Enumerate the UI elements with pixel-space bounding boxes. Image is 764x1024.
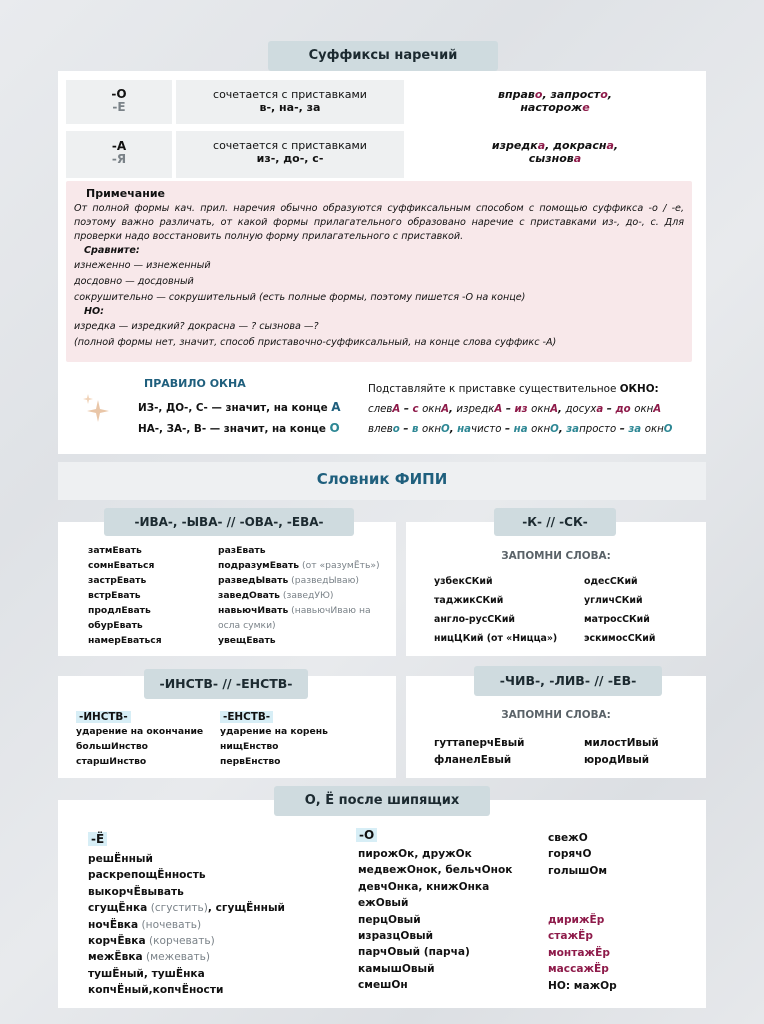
k-sk-left-list: узбекСКий таджикСКий англо-русСКий ницЦКий (от «Ницца») <box>434 576 558 644</box>
note-box <box>66 181 692 362</box>
suffix-o-cell <box>66 80 172 124</box>
note-line: (полной формы нет, значит, способ приставочно-суффиксальный, на конце слова суффикс -А) <box>74 337 557 348</box>
section-title-fipi: Словник ФИПИ <box>316 470 448 488</box>
suffix-a-rule-cell <box>176 131 404 178</box>
e-word-list: решЁнный раскрепощЁнность выкорчЁвывать сгущЁнка (сгустить), сгущЁнный ночЁвка (ночевать) корчЁвка (корчевать) межЁвка (межевать) тушЁный, тушЁнка копчЁный,копчЁности <box>88 853 285 997</box>
note-line: изредка — изредкий? докрасна — ? сызнова —? <box>74 321 319 332</box>
suffix-a: -А <box>111 139 127 153</box>
o-heading: -О <box>356 828 377 842</box>
window-rule-title: ПРАВИЛО ОКНА <box>144 377 246 390</box>
sparkle-icon <box>80 392 116 430</box>
examples-line: вправо, запросто, <box>498 88 612 101</box>
k-sk-title: -К- // -СК- <box>494 508 616 536</box>
window-examples-a: слевА – с окнА, изредкА – из окнА, досуха – до окнА <box>368 404 662 415</box>
o-adverb-list: свежО горячО голышОм <box>548 832 608 877</box>
window-hint: Подставляйте к приставке существительное ОКНО: <box>368 383 659 395</box>
rule-text: сочетается с приставками <box>213 139 367 152</box>
k-sk-remember: ЗАПОМНИ СЛОВА: <box>501 550 611 562</box>
iva-right-list: разЕвать подразумЕвать (от «разумЁть») разведЫвать (разведЫваю) заведОвать (заведУЮ) навьючИвать (навьючИваю на осла сумки) увещЕвать <box>218 545 380 646</box>
note-no: НО: <box>84 306 105 317</box>
rule-prefixes: в-, на-, за <box>259 101 321 114</box>
note-line: изнеженно — изнеженный <box>74 260 211 271</box>
suffix-e: -Е <box>112 100 126 114</box>
section-title-o-e: О, Ё после шипящих <box>274 786 490 816</box>
foreign-word-list: дирижЁр стажЁр монтажЁр массажЁр НО: мажОр <box>548 914 617 992</box>
o-word-list: пирожОк, дружОк медвежОнок, бельчОнок девчОнка, книжОнка ежОвый перцОвый изразцОвый парчОвый (парча) камышОвый смешОн <box>358 848 513 992</box>
rule-prefixes: из-, до-, с- <box>256 152 324 165</box>
suffix-o-rule-cell <box>176 80 404 124</box>
note-line: сокрушительно — сокрушительный (есть полные формы, поэтому пишется -О на конце) <box>74 292 526 303</box>
suffix-ya: -Я <box>111 152 127 166</box>
rule-text: сочетается с приставками <box>213 88 367 101</box>
enstv-column: -ЕНСТВ- ударение на корень нищЕнство первЕнство <box>220 711 328 767</box>
section-title-adverb-suffixes: Суффиксы наречий <box>268 41 498 71</box>
note-line: досдовно — досдовный <box>74 276 194 287</box>
window-rule-line-2: НА-, ЗА-, В- — значит, на конце О <box>138 421 340 435</box>
examples-line: изредка, докрасна, <box>491 139 619 152</box>
k-sk-right-list: одесСКий угличСКий матросСКий эскимосСКий <box>584 576 656 644</box>
suffix-o-examples <box>410 80 700 124</box>
note-text: От полной формы кач. прил. наречия обычно образуются суффиксальным способом с помощью суффикса -о / -е, поэтому важно различать, от какой формы прилагательного образовано наречие с приставками из-, до-, с. Для проверки надо восстановить полную форму прилагательного с приставкой. <box>74 203 684 242</box>
e-heading: -Ё <box>88 832 107 846</box>
chiv-liv-right: милостИвый юродИвый <box>584 737 659 766</box>
instv-column: -ИНСТВ- ударение на окончание большИнство старшИнство <box>76 711 204 767</box>
suffix-a-cell <box>66 131 172 178</box>
examples-line: сызнова <box>528 152 582 165</box>
window-rule-line-1: ИЗ-, ДО-, С- — значит, на конце А <box>138 400 341 414</box>
chiv-liv-remember: ЗАПОМНИ СЛОВА: <box>501 709 611 721</box>
chiv-liv-title: -ЧИВ-, -ЛИВ- // -ЕВ- <box>474 666 662 696</box>
iva-yva-title: -ИВА-, -ЫВА- // -ОВА-, -ЕВА- <box>104 508 354 536</box>
chiv-liv-left: гуттаперчЕвый фланелЕвый <box>434 737 525 766</box>
suffix-a-examples <box>410 131 700 178</box>
iva-left-list: затмЕвать сомнЕваться застрЕвать встрЕвать продлЕвать обурЕвать намерЕваться <box>88 545 162 646</box>
suffix-o: -О <box>111 87 127 101</box>
window-examples-o: влево – в окнО, начисто – на окнО, запросто – за окнО <box>368 424 673 435</box>
examples-line: настороже <box>520 101 590 114</box>
note-title: Примечание <box>86 187 165 200</box>
note-compare: Сравните: <box>84 245 140 256</box>
instv-enstv-title: -ИНСТВ- // -ЕНСТВ- <box>144 669 308 699</box>
